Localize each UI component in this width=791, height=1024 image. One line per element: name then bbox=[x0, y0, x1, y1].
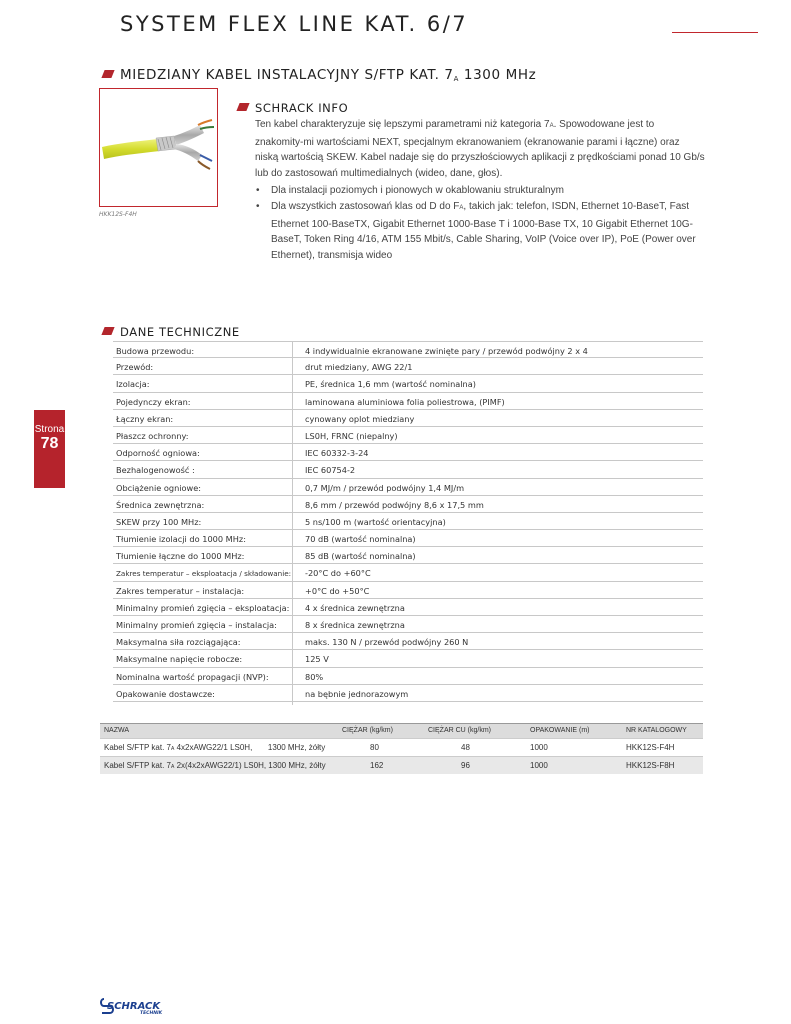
title-rule bbox=[672, 32, 758, 33]
spec-value: 125 V bbox=[305, 654, 329, 665]
schrack-logo bbox=[100, 997, 164, 1015]
logo-text: SCHRACK bbox=[107, 1001, 161, 1012]
header-weight: CIĘŻAR (kg/km) bbox=[342, 727, 393, 734]
table-row bbox=[113, 479, 703, 496]
spec-value: na bębnie jednorazowym bbox=[305, 688, 409, 699]
order-name-part: 4x2xAWG22/1 LS0H, 1300 MHz, żółty bbox=[174, 743, 326, 752]
product-heading-main: MIEDZIANY KABEL INSTALACYJNY S/FTP KAT. 7 bbox=[120, 67, 454, 83]
spec-label: Przewód: bbox=[116, 362, 154, 373]
list-item bbox=[255, 199, 705, 263]
order-cell-cat: HKK12S-F4H bbox=[626, 743, 675, 752]
spec-label: Maksymalne napięcie robocze: bbox=[116, 654, 243, 665]
table-row bbox=[113, 582, 703, 599]
heading-marker-icon bbox=[101, 70, 114, 78]
spec-value: drut miedziany, AWG 22/1 bbox=[305, 362, 413, 373]
spec-value: IEC 60754-2 bbox=[305, 465, 356, 476]
spec-label: Tłumienie izolacji do 1000 MHz: bbox=[116, 534, 246, 545]
table-row bbox=[113, 444, 703, 461]
order-name-part: Kabel S/FTP kat. 7 bbox=[104, 743, 171, 752]
info-paragraph-part: . Spowodowane jest to znakomity-mi wartościami NEXT, specjalnym ekranowaniem (ekranowanie parami i łączne) oraz niską wartością SKEW. Kabel nadaje się do przyszłościowych aplikacji z prędkościami ponad 10 Gb/s lub do zastosowań multimedialnych (wideo, dane, głos). bbox=[255, 119, 705, 179]
page-title: SYSTEM FLEX LINE KAT. 6/7 bbox=[120, 12, 469, 36]
order-cell-weight-cu: 96 bbox=[461, 761, 470, 770]
order-name bbox=[104, 743, 325, 752]
table-row bbox=[113, 461, 703, 478]
product-heading bbox=[103, 67, 536, 83]
table-row bbox=[113, 668, 703, 685]
spec-value: laminowana aluminiowa folia poliestrowa, (PIMF) bbox=[305, 396, 505, 407]
header-catalog-number: NR KATALOGOWY bbox=[626, 727, 687, 734]
spec-label: Odporność ogniowa: bbox=[116, 448, 200, 459]
order-table bbox=[100, 723, 703, 774]
bullet-part: , takich jak: telefon, ISDN, Ethernet 10-BaseT, Fast Ethernet 100-BaseTX, Gigabit Ethernet 1000-Base T i 1000-Base TX, 10 Gigabit Ethernet 10G-BaseT, Token Ring 4/16, ATM 155 Mbit/s, Cable Sharing, VoIP (Voice over IP), PoE (Power over Ethernet), transmisja wideo bbox=[271, 200, 696, 261]
spec-label: Minimalny promień zgięcia – eksploatacja: bbox=[116, 602, 290, 613]
order-name-part: 2x(4x2xAWG22/1) LS0H, 1300 MHz, żółty bbox=[174, 761, 326, 770]
info-heading bbox=[238, 101, 348, 115]
table-row bbox=[113, 496, 703, 513]
spec-label: Opakowanie dostawcze: bbox=[116, 688, 215, 699]
info-paragraph-sub: A bbox=[549, 123, 554, 129]
spec-label: Obciążenie ogniowe: bbox=[116, 482, 202, 493]
spec-value: +0°C do +50°C bbox=[305, 585, 370, 596]
spec-value: 5 ns/100 m (wartość orientacyjna) bbox=[305, 516, 446, 527]
specs-heading-text: DANE TECHNICZNE bbox=[120, 325, 240, 339]
spec-label: Maksymalna siła rozciągająca: bbox=[116, 637, 241, 648]
spec-label: Tłumienie łączne do 1000 MHz: bbox=[116, 551, 245, 562]
logo-subtext: TECHNIK bbox=[140, 1011, 163, 1015]
table-row bbox=[113, 547, 703, 564]
bullet-sub: A bbox=[459, 204, 464, 211]
spec-label: Zakres temperatur – eksploatacja / składowanie: bbox=[116, 569, 292, 579]
order-name-part: Kabel S/FTP kat. 7 bbox=[104, 761, 171, 770]
table-row bbox=[113, 650, 703, 667]
spec-label: Nominalna wartość propagacji (NVP): bbox=[116, 671, 269, 682]
table-row bbox=[100, 738, 703, 756]
spec-label: Bezhalogenowość : bbox=[116, 465, 195, 476]
spec-value: 70 dB (wartość nominalna) bbox=[305, 534, 416, 545]
table-row bbox=[113, 393, 703, 410]
spec-value: 0,7 MJ/m / przewód podwójny 1,4 MJ/m bbox=[305, 482, 465, 493]
image-caption: HKK12S-F4H bbox=[99, 211, 137, 218]
info-paragraph-part: Ten kabel charakteryzuje się lepszymi parametrami niż kategoria 7 bbox=[255, 119, 550, 130]
table-row bbox=[100, 756, 703, 774]
info-heading-text: SCHRACK INFO bbox=[255, 101, 349, 115]
specs-table bbox=[113, 341, 703, 702]
cable-illustration bbox=[100, 89, 217, 206]
order-cell-pack: 1000 bbox=[530, 761, 548, 770]
info-paragraph bbox=[255, 117, 705, 181]
specs-divider bbox=[292, 341, 293, 705]
spec-value: LS0H, FRNC (niepalny) bbox=[305, 430, 398, 441]
table-row bbox=[113, 685, 703, 702]
order-cell-cat: HKK12S-F8H bbox=[626, 761, 675, 770]
table-row bbox=[113, 427, 703, 444]
heading-marker-icon bbox=[101, 327, 114, 335]
spec-label: Średnica zewnętrzna: bbox=[116, 499, 205, 510]
table-row bbox=[113, 564, 703, 581]
product-heading-tail: 1300 MHz bbox=[463, 67, 537, 83]
header-name: NAZWA bbox=[104, 727, 130, 734]
header-weight-cu: CIĘŻAR CU (kg/km) bbox=[428, 727, 491, 734]
spec-label: Pojedynczy ekran: bbox=[116, 396, 191, 407]
spec-label: Minimalny promień zgięcia – instalacja: bbox=[116, 620, 277, 630]
spec-value: 8 x średnica zewnętrzna bbox=[305, 620, 405, 630]
table-row bbox=[113, 616, 703, 633]
order-name bbox=[104, 761, 326, 770]
page-number-tab bbox=[34, 410, 65, 488]
spec-value: 8,6 mm / przewód podwójny 8,6 x 17,5 mm bbox=[305, 499, 484, 510]
spec-label: SKEW przy 100 MHz: bbox=[116, 516, 202, 527]
info-description bbox=[255, 117, 705, 263]
spec-value: 4 indywidualnie ekranowane zwinięte pary / przewód podwójny 2 x 4 bbox=[305, 346, 588, 356]
product-heading-sub: A bbox=[453, 75, 460, 83]
page-number: 78 bbox=[40, 435, 59, 452]
info-bullets bbox=[255, 183, 705, 263]
spec-value: -20°C do +60°C bbox=[305, 568, 371, 579]
spec-value: 80% bbox=[305, 671, 324, 682]
order-cell-weight: 162 bbox=[370, 761, 384, 770]
table-row bbox=[113, 375, 703, 392]
order-cell-weight: 80 bbox=[370, 743, 379, 752]
header-packaging: OPAKOWANIE (m) bbox=[530, 727, 590, 734]
table-row bbox=[113, 410, 703, 427]
spec-value: maks. 130 N / przewód podwójny 260 N bbox=[305, 637, 469, 648]
spec-label: Płaszcz ochronny: bbox=[116, 430, 189, 441]
spec-value: 4 x średnica zewnętrzna bbox=[305, 602, 405, 613]
page-label: Strona bbox=[34, 424, 65, 435]
spec-label: Zakres temperatur – instalacja: bbox=[116, 585, 245, 596]
product-image bbox=[99, 88, 218, 207]
heading-marker-icon bbox=[236, 103, 249, 111]
order-cell-weight-cu: 48 bbox=[461, 743, 470, 752]
spec-value: IEC 60332-3-24 bbox=[305, 448, 369, 459]
specs-heading bbox=[103, 325, 240, 339]
order-name-sub: A bbox=[171, 746, 175, 752]
order-table-header bbox=[100, 724, 703, 738]
order-name-sub: A bbox=[171, 764, 175, 770]
spec-value: cynowany oplot miedziany bbox=[305, 413, 415, 424]
spec-value: PE, średnica 1,6 mm (wartość nominalna) bbox=[305, 379, 476, 390]
table-row bbox=[113, 599, 703, 616]
table-row bbox=[113, 513, 703, 530]
spec-label: Łączny ekran: bbox=[116, 413, 174, 424]
spec-label: Izolacja: bbox=[116, 379, 150, 390]
bullet-part: Dla wszystkich zastosowań klas od D do F bbox=[271, 200, 460, 212]
spec-value: 85 dB (wartość nominalna) bbox=[305, 551, 416, 562]
table-row bbox=[113, 633, 703, 650]
table-row bbox=[113, 358, 703, 375]
table-row bbox=[113, 341, 703, 358]
spec-label: Budowa przewodu: bbox=[116, 346, 195, 356]
table-row bbox=[113, 530, 703, 547]
order-cell-pack: 1000 bbox=[530, 743, 548, 752]
list-item: • Dla instalacji poziomych i pionowych w okablowaniu strukturalnym bbox=[255, 183, 705, 199]
